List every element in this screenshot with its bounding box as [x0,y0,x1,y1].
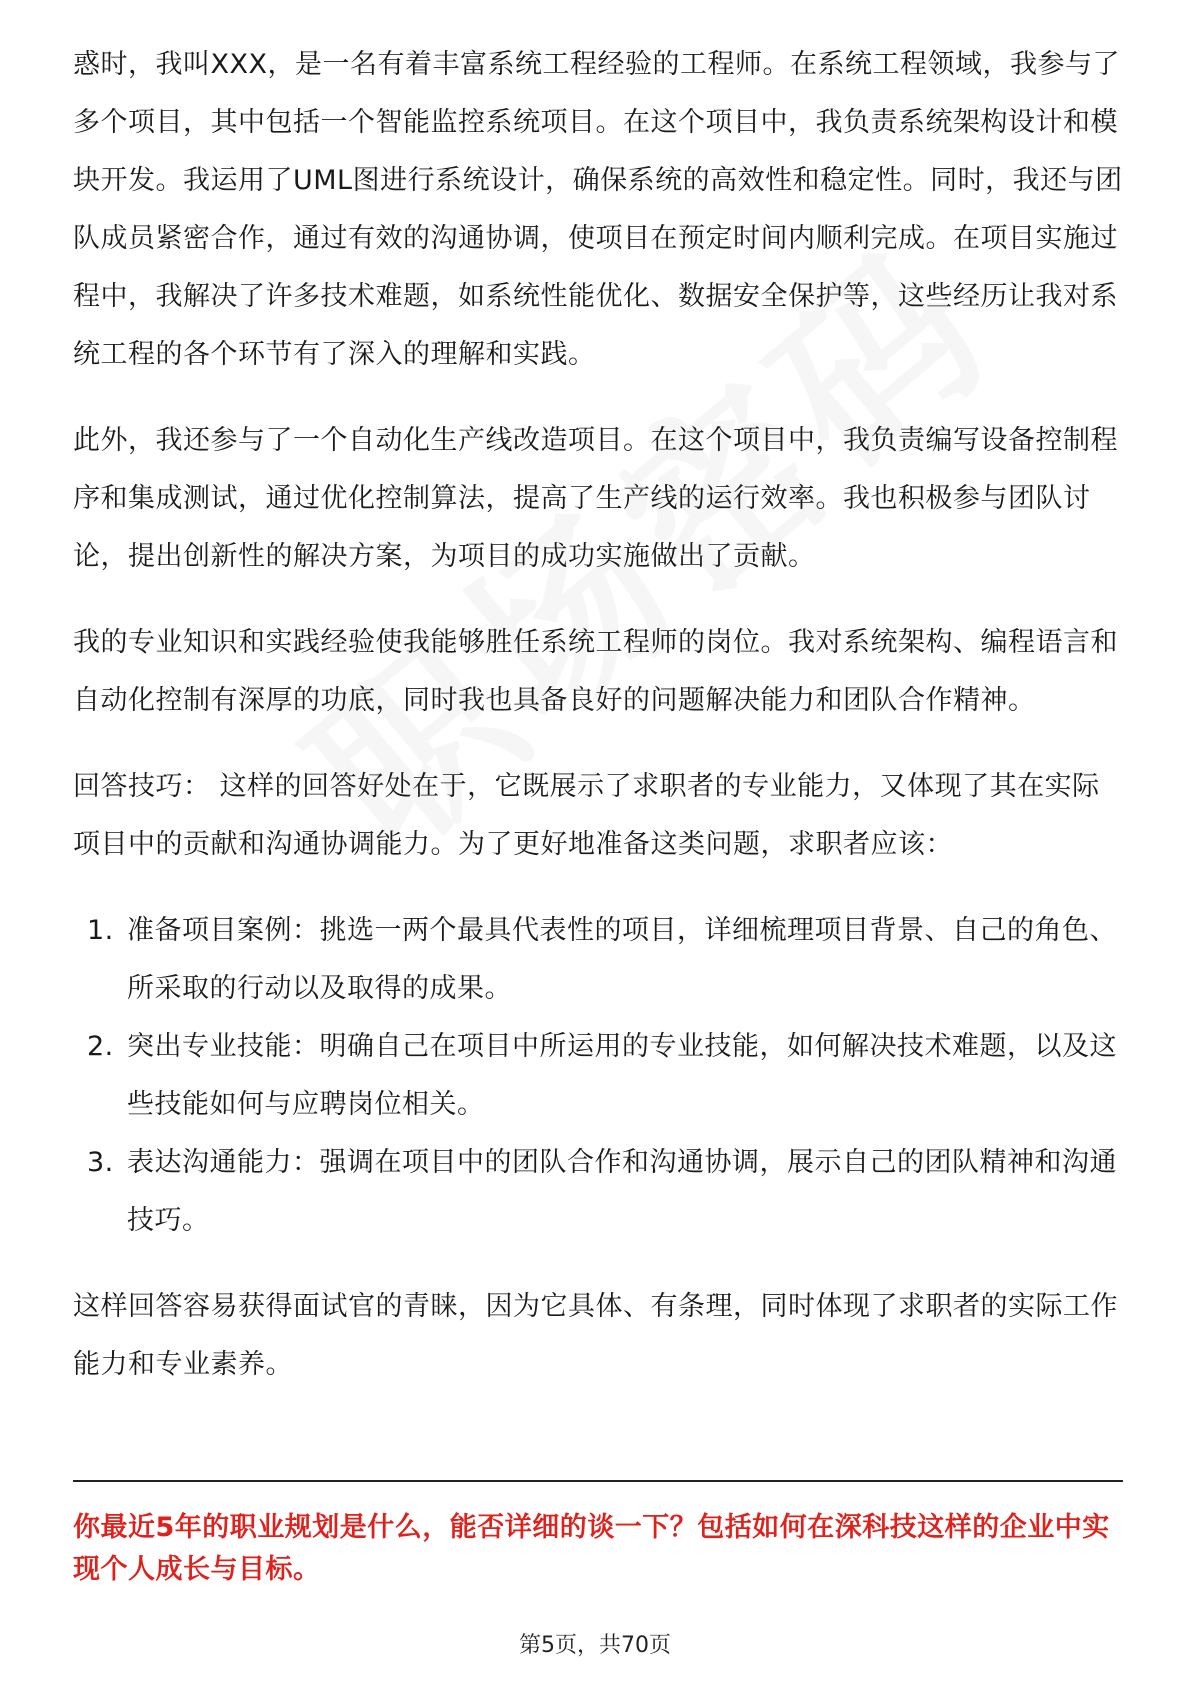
next-question-heading: 你最近5年的职业规划是什么，能否详细的谈一下？包括如何在深科技这样的企业中实现个人成长与目标。 [73,1512,1110,1585]
paragraph: 惑时，我叫XXX，是一名有着丰富系统工程经验的工程师。在系统工程领域，我参与了多个项目，其中包括一个智能监控系统项目。在这个项目中，我负责系统架构设计和模块开发。我运用了UML图进行系统设计，确保系统的高效性和稳定性。同时，我还与团队成员紧密合作，通过有效的沟通协调，使项目在预定时间内顺利完成。在项目实施过程中，我解决了许多技术难题，如系统性能优化、数据安全保护等，这些经历让我对系统工程的各个环节有了深入的理解和实践。 [73,49,1123,370]
conclusion-paragraph: 这样回答容易获得面试官的青睐，因为它具体、有条理，同时体现了求职者的实际工作能力和专业素养。 [73,1291,1118,1380]
list-item [73,1134,1123,1250]
list-number: 1. [87,915,114,946]
section-divider [73,1480,1123,1482]
list-number: 2. [87,1031,114,1062]
list-item [73,902,1123,1018]
list-item-text: 突出专业技能：明确自己在项目中所运用的专业技能，如何解决技术难题，以及这些技能如何与应聘岗位相关。 [127,1031,1117,1120]
paragraph: 此外，我还参与了一个自动化生产线改造项目。在这个项目中，我负责编写设备控制程序和集成测试，通过优化控制算法，提高了生产线的运行效率。我也积极参与团队讨论，提出创新性的解决方案，为项目的成功实施做出了贡献。 [73,425,1118,572]
page-footer: 第5页，共70页 [519,1633,671,1658]
list-item [73,1018,1123,1134]
list-item-text: 表达沟通能力：强调在项目中的团队合作和沟通协调，展示自己的团队精神和沟通技巧。 [127,1147,1117,1236]
list-number: 3. [87,1147,114,1178]
list-item-text: 准备项目案例：挑选一两个最具代表性的项目，详细梳理项目背景、自己的角色、所采取的行动以及取得的成果。 [127,915,1117,1004]
paragraph: 我的专业知识和实践经验使我能够胜任系统工程师的岗位。我对系统架构、编程语言和自动化控制有深厚的功底，同时我也具备良好的问题解决能力和团队合作精神。 [73,627,1118,716]
document-body [73,36,1123,1422]
tips-list [73,902,1123,1250]
answer-tips-intro: 回答技巧： 这样的回答好处在于，它既展示了求职者的专业能力，又体现了其在实际项目中的贡献和沟通协调能力。为了更好地准备这类问题，求职者应该： [73,771,1100,860]
